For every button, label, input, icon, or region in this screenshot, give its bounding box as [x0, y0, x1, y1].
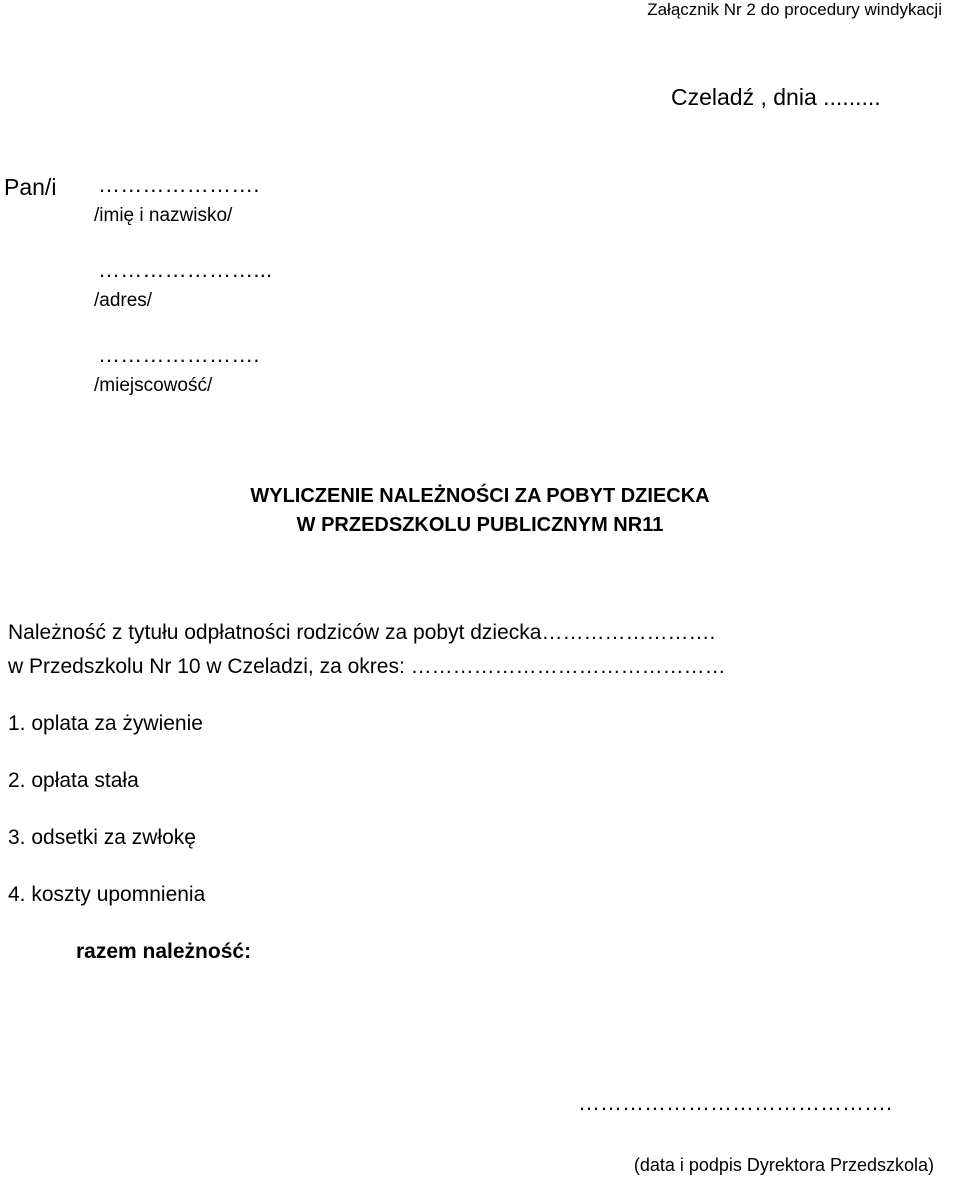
- address-field-dots: …………………...: [98, 257, 273, 282]
- list-item: 4. koszty upomnienia: [8, 883, 206, 906]
- list-item: 3. odsetki za zwłokę: [8, 826, 196, 849]
- list-item: 2. opłata stała: [8, 769, 139, 792]
- body-line-2: w Przedszkolu Nr 10 w Czeladzi, za okres: ………………………………………: [8, 655, 726, 678]
- attachment-note: Załącznik Nr 2 do procedury windykacji: [647, 0, 942, 19]
- total-label: razem należność:: [76, 940, 252, 963]
- list-item: 1. oplata za żywienie: [8, 712, 203, 735]
- signature-label: (data i podpis Dyrektora Przedszkola): [633, 1155, 934, 1175]
- name-caption: /imię i nazwisko/: [94, 205, 233, 226]
- place-and-date: Czeladź , dnia .........: [671, 84, 881, 110]
- title-line-2: W PRZEDSZKOLU PUBLICZNYM NR11: [296, 514, 664, 536]
- signature-dots: …………………………………….: [578, 1090, 893, 1115]
- city-field-dots: ………………….: [98, 342, 260, 367]
- body-line-1: Należność z tytułu odpłatności rodziców za pobyt dziecka…………………….: [8, 621, 716, 644]
- name-field-dots: ………………….: [98, 172, 260, 197]
- addressee-label: Pan/i: [4, 174, 57, 200]
- address-caption: /adres/: [94, 290, 153, 311]
- document-title: [0, 482, 960, 540]
- title-line-1: WYLICZENIE NALEŻNOŚCI ZA POBYT DZIECKA: [250, 485, 710, 507]
- city-caption: /miejscowość/: [94, 375, 213, 396]
